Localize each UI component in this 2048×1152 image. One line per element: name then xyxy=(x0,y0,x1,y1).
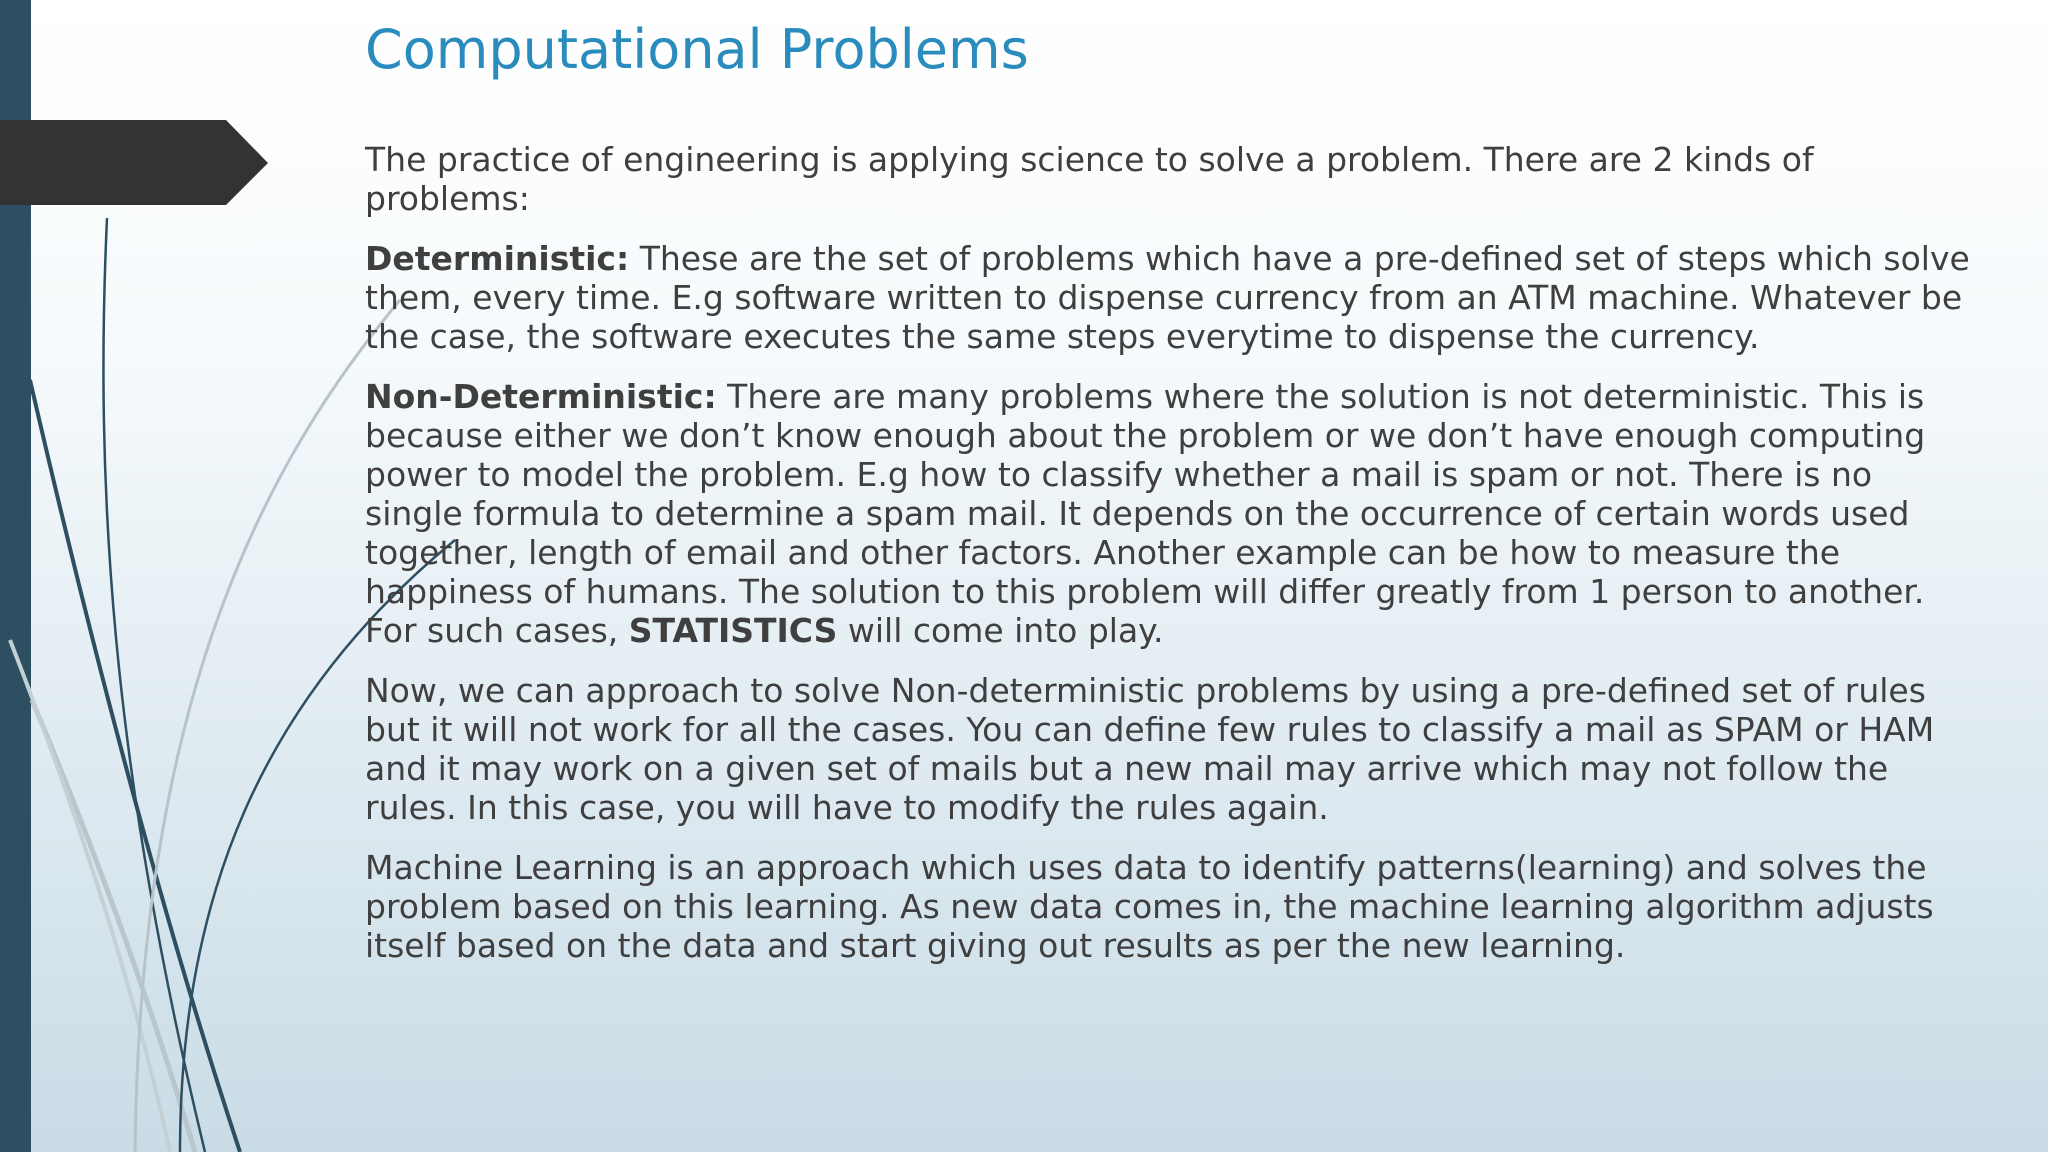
deterministic-text: These are the set of problems which have a pre-defined set of steps which solve them, every time. E.g software written to dispense currency from an ATM machine. Whatever be the case, the software executes the same steps everytime to dispense the currency. xyxy=(365,239,1970,356)
arrow-tab-shape xyxy=(0,120,268,205)
slide-title: Computational Problems xyxy=(365,18,1029,81)
approach-paragraph: Now, we can approach to solve Non-deterministic problems by using a pre-defined set of rules but it will not work for all the cases. You can define few rules to classify a mail as SPAM or HAM and it may work on a given set of mails but a new mail may arrive which may not follow the rules. In this case, you will have to modify the rules again. xyxy=(365,671,1935,827)
machine-learning-paragraph: Machine Learning is an approach which uses data to identify patterns(learning) and solves the problem based on this learning. As new data comes in, the machine learning algorithm adjusts itself based on the data and start giving out results as per the new learning. xyxy=(365,848,1934,965)
statistics-emphasis: STATISTICS xyxy=(628,611,838,650)
non-deterministic-tail: will come into play. xyxy=(837,611,1164,650)
deterministic-paragraph xyxy=(365,239,1970,356)
non-deterministic-label: Non-Deterministic: xyxy=(365,377,717,416)
curve-line xyxy=(10,640,170,1152)
slide-body xyxy=(365,140,1970,986)
deterministic-label: Deterministic: xyxy=(365,239,630,278)
non-deterministic-text: There are many problems where the solution is not deterministic. This is because either we don’t know enough about the problem or we don’t have enough computing power to model the problem. E.g how to classify whether a mail is spam or not. There is no single formula to determine a spam mail. It depends on the occurrence of certain words used together, length of email and other factors. Another example can be how to measure the happiness of humans. The solution to this problem will differ greatly from 1 person to another. For such cases, xyxy=(365,377,1926,650)
intro-paragraph: The practice of engineering is applying science to solve a problem. There are 2 kinds of problems: xyxy=(365,140,1814,218)
non-deterministic-paragraph xyxy=(365,377,1970,650)
